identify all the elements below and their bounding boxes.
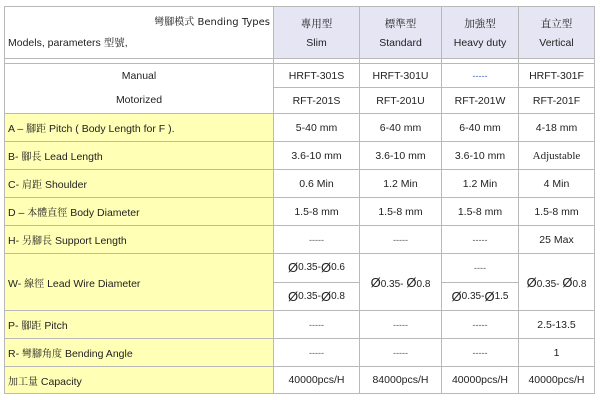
row-prefix: B- (8, 151, 19, 163)
dash-placeholder: ----- (309, 234, 324, 245)
row-prefix: H- (8, 235, 20, 247)
row-label-body-diameter (5, 198, 274, 226)
row-label-en: Support Length (54, 235, 127, 247)
value-cell: 40000pcs/H (442, 367, 519, 394)
value-cell: 3.6-10 mm (274, 142, 360, 170)
value-cell: 3.6-10 mm (442, 142, 519, 170)
column-header-en: Slim (306, 37, 327, 49)
value-cell: 1.5-8 mm (519, 198, 595, 226)
value-cell: Adjustable (519, 142, 595, 170)
manual-label-cell (5, 64, 274, 88)
wire-diameter-heavy-duty (442, 254, 519, 311)
row-label-cn: 線徑 (24, 278, 45, 290)
row-label-en: Pitch ( Body Length for F ). (49, 123, 175, 135)
column-header-cn: 直立型 (540, 18, 573, 30)
value-cell: 2.5-13.5 (519, 311, 595, 339)
wire-range (442, 254, 518, 282)
dash-placeholder: ----- (309, 319, 324, 330)
row-label-en: Pitch (44, 320, 68, 332)
diameter-symbol: Ø (484, 288, 495, 304)
diameter-symbol: Ø (406, 274, 417, 290)
dash-placeholder: ----- (472, 70, 488, 81)
dash-placeholder: ---- (474, 262, 486, 273)
value-cell: 84000pcs/H (360, 367, 442, 394)
value-cell (442, 311, 519, 339)
column-header-slim (274, 7, 360, 59)
dash-placeholder: ----- (393, 319, 408, 330)
row-prefix: A – (8, 123, 24, 135)
wire-min: 0.35- (461, 290, 485, 302)
wire-min: 0.35- (380, 278, 404, 290)
value-cell: 1.5-8 mm (274, 198, 360, 226)
wire-max: 0.6 (331, 262, 345, 274)
value-cell: 25 Max (519, 226, 595, 254)
value-cell: 0.6 Min (274, 170, 360, 198)
value-cell (442, 226, 519, 254)
row-label-en: Bending Angle (64, 348, 133, 360)
value-cell (274, 311, 360, 339)
row-label-en: Body Diameter (70, 207, 140, 219)
dash-placeholder: ----- (393, 347, 408, 358)
value-cell (360, 226, 442, 254)
dash-placeholder: ----- (472, 347, 488, 358)
row-label-lead-length (5, 142, 274, 170)
motorized-label-cell (5, 88, 274, 114)
models-parameters-label: Models, parameters 型號, (8, 37, 128, 49)
row-label-en: Lead Length (44, 151, 103, 163)
row-label-cn: 肩距 (22, 180, 43, 191)
wire-min: 0.35- (536, 278, 560, 290)
value-cell: 1.5-8 mm (442, 198, 519, 226)
value-cell (360, 339, 442, 367)
diameter-symbol: Ø (451, 288, 462, 304)
row-prefix: R- (8, 348, 20, 360)
value-cell: 1.5-8 mm (360, 198, 442, 226)
row-label-support-length (5, 226, 274, 254)
wire-min: 0.35- (298, 290, 321, 302)
row-label-cn: 腳距 (21, 321, 42, 332)
wire-max: 0.8 (416, 278, 431, 290)
row-label-capacity (5, 367, 274, 394)
column-header-vertical (519, 7, 595, 59)
row-label-cn: 本體直徑 (27, 208, 68, 219)
diameter-symbol: Ø (288, 260, 299, 276)
bending-types-label: 彎腳模式 Bending Types (154, 17, 270, 28)
value-cell: 1.2 Min (360, 170, 442, 198)
column-header-cn: 標準型 (384, 18, 417, 30)
diameter-symbol: Ø (288, 288, 299, 304)
value-cell: 4-18 mm (519, 114, 595, 142)
wire-range (442, 282, 518, 311)
value-cell: 1 (519, 339, 595, 367)
wire-max: 0.8 (331, 290, 345, 302)
wire-max: 1.5 (494, 290, 509, 302)
value-cell: 4 Min (519, 170, 595, 198)
value-cell (442, 339, 519, 367)
column-header-cn: 專用型 (300, 18, 333, 30)
spec-table (4, 6, 595, 394)
row-label-pitch (5, 114, 274, 142)
column-header-en: Vertical (539, 37, 574, 49)
model-cell: RFT-201U (360, 88, 442, 114)
value-cell: 5-40 mm (274, 114, 360, 142)
model-cell: RFT-201S (274, 88, 360, 114)
dash-placeholder: ----- (472, 319, 488, 330)
row-label-shoulder (5, 170, 274, 198)
wire-diameter-vertical (519, 254, 595, 311)
value-cell: 40000pcs/H (519, 367, 595, 394)
row-label-en: Lead Wire Diameter (47, 277, 141, 290)
row-label-cn: 另腳長 (22, 236, 53, 247)
row-prefix: D – (8, 207, 25, 219)
header-corner-cell (5, 7, 274, 59)
column-header-standard (360, 7, 442, 59)
motorized-label: Motorized (115, 94, 163, 107)
row-prefix: C- (8, 179, 20, 191)
value-cell: 6-40 mm (360, 114, 442, 142)
row-label-cn: 腳距 (26, 124, 47, 135)
wire-min: 0.35- (298, 262, 321, 274)
diameter-symbol: Ø (562, 274, 573, 290)
model-cell: HRFT-301F (519, 64, 595, 88)
wire-range (274, 282, 359, 311)
model-cell (442, 64, 519, 88)
row-label-pitch-vertical (5, 311, 274, 339)
model-cell: HRFT-301U (360, 64, 442, 88)
row-label-cn: 腳長 (21, 152, 42, 163)
value-cell: 6-40 mm (442, 114, 519, 142)
model-cell: RFT-201W (442, 88, 519, 114)
diameter-symbol: Ø (526, 274, 537, 290)
diameter-symbol: Ø (370, 274, 381, 290)
value-cell (274, 226, 360, 254)
column-header-en: Heavy duty (453, 37, 507, 49)
row-label-cn: 加工量 (8, 376, 38, 388)
wire-diameter-slim (274, 254, 360, 311)
wire-range (274, 254, 359, 282)
wire-max: 0.8 (572, 278, 587, 290)
value-cell (360, 311, 442, 339)
dash-placeholder: ----- (472, 234, 488, 245)
column-header-heavy-duty (442, 7, 519, 59)
column-header-en: Standard (379, 37, 422, 49)
dash-placeholder: ----- (309, 347, 324, 358)
diameter-symbol: Ø (320, 260, 332, 276)
row-prefix: W- (8, 277, 22, 290)
value-cell: 40000pcs/H (274, 367, 360, 394)
diameter-symbol: Ø (320, 288, 332, 304)
row-label-bending-angle (5, 339, 274, 367)
row-prefix: P- (8, 320, 19, 332)
value-cell (274, 339, 360, 367)
wire-diameter-standard (360, 254, 442, 311)
value-cell: 1.2 Min (442, 170, 519, 198)
row-label-lead-wire-diameter (5, 254, 274, 311)
dash-placeholder: ----- (393, 234, 408, 245)
model-cell: HRFT-301S (274, 64, 360, 88)
row-label-cn: 彎腳角度 (22, 349, 63, 360)
manual-label: Manual (121, 69, 157, 82)
model-cell: RFT-201F (519, 88, 595, 114)
column-header-cn: 加強型 (464, 18, 496, 30)
row-label-en: Capacity (40, 375, 82, 388)
value-cell: 3.6-10 mm (360, 142, 442, 170)
row-label-en: Shoulder (44, 179, 87, 191)
